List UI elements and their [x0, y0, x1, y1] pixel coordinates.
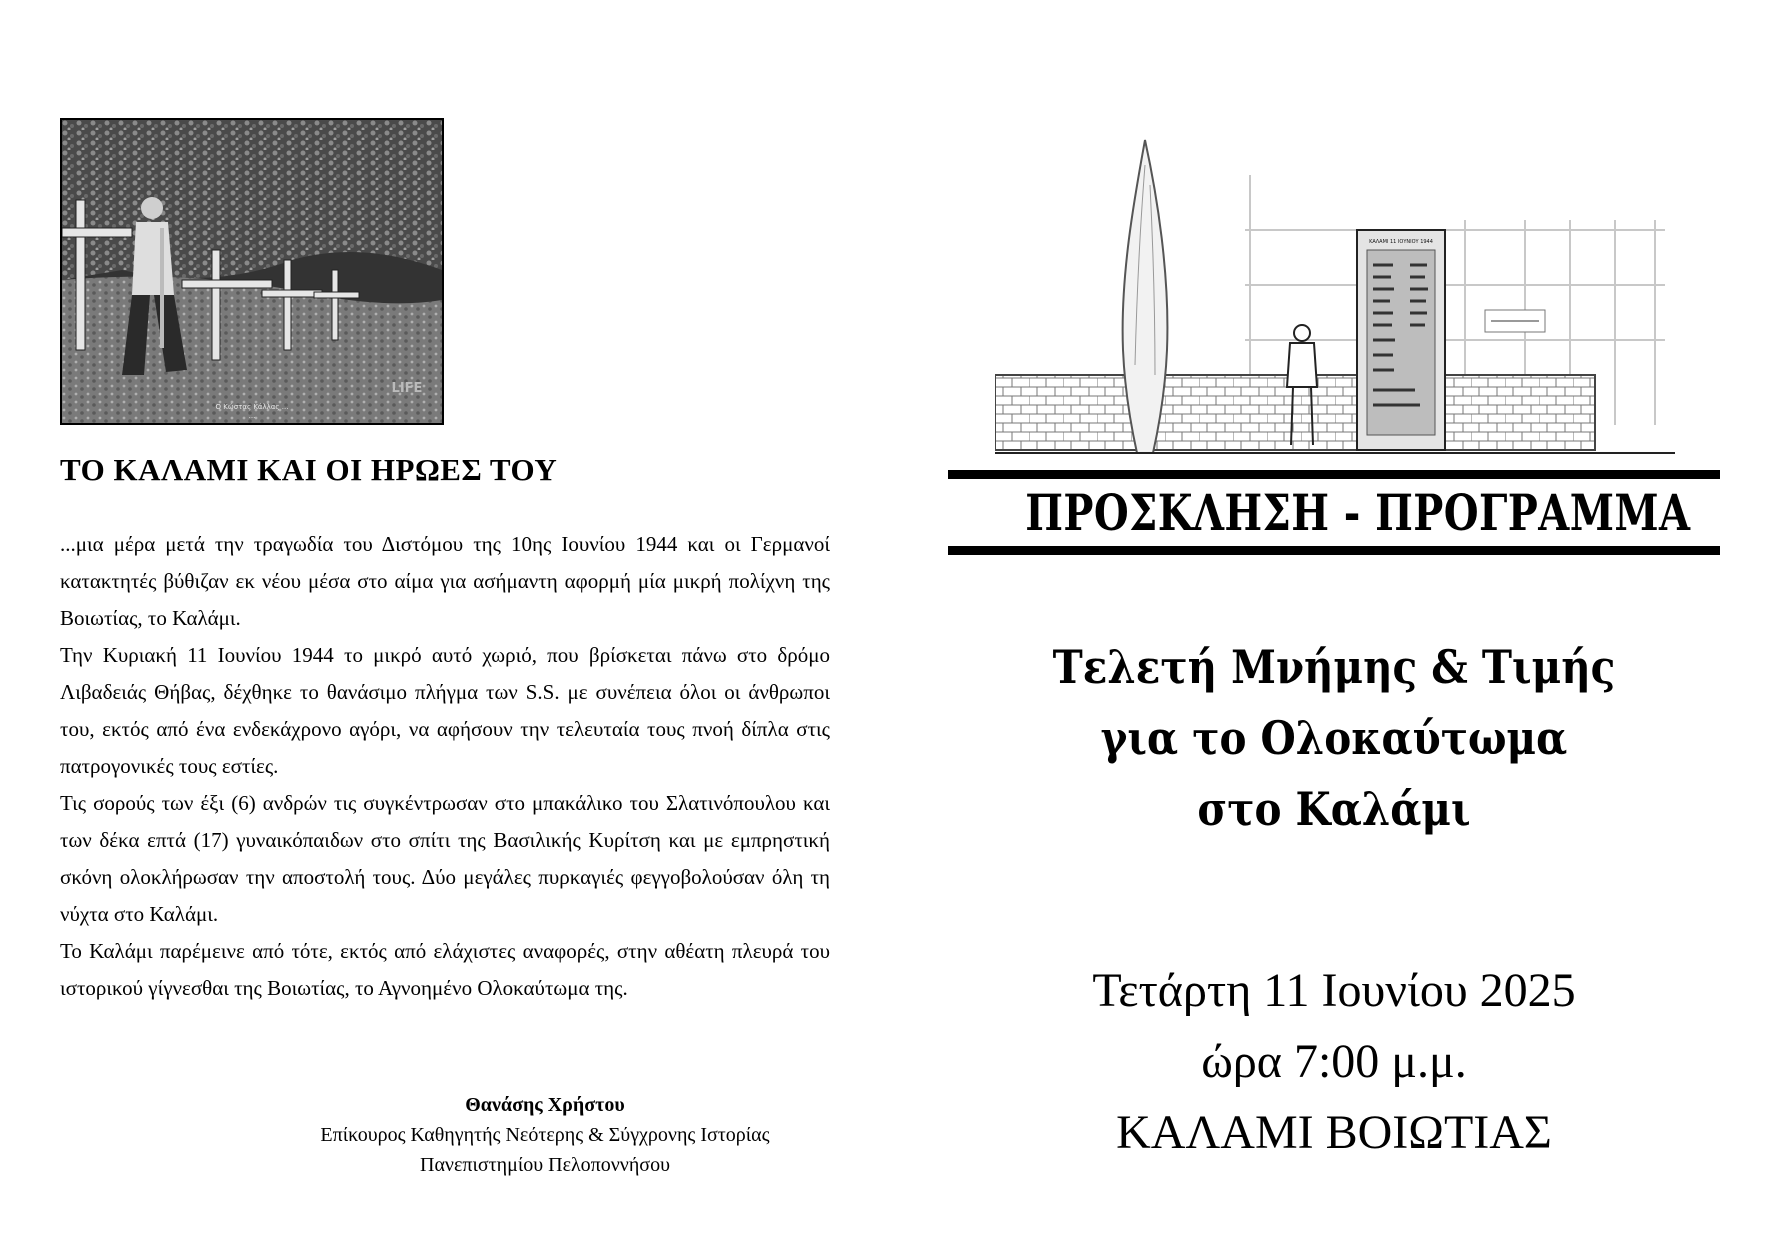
- event-date: Τετάρτη 11 Ιουνίου 2025: [1092, 964, 1576, 1017]
- article-paragraph: ...μια μέρα μετά την τραγωδία του Διστόμου της 10ης Ιουνίου 1944 και οι Γερμανοί κατακτητές βύθιζαν εκ νέου μέσα στο αίμα για ασήμαντη αφορμή μία μικρή πολίχνη της Βοιωτίας, το Καλάμι.: [60, 532, 830, 630]
- title-rule-top: [948, 470, 1720, 479]
- photo-illustration: [62, 120, 442, 423]
- event-time: ώρα 7:00 μ.μ.: [1201, 1035, 1467, 1088]
- invitation-title: ΠΡΟΣΚΛΗΣΗ - ΠΡΟΓΡΑΜΜΑ: [1025, 483, 1691, 542]
- author-block: [260, 1090, 830, 1180]
- monument-drawing: [995, 135, 1675, 465]
- article-paragraph: Το Καλάμι παρέμεινε από τότε, εκτός από ελάχιστες αναφορές, στην αθέατη πλευρά του ιστορικού γίγνεσθαι της Βοιωτίας, το Αγνοημένο Ολοκαύτωμα της.: [60, 939, 830, 1000]
- author-name: Θανάσης Χρήστου: [465, 1094, 625, 1116]
- article-paragraph: Τις σορούς των έξι (6) ανδρών τις συγκέντρωσαν στο μπακάλικο του Σλατινόπουλου και των δέκα επτά (17) γυναικόπαιδων στο σπίτι της Βασιλικής Κυρίτση και με εμπρηστική σκόνη ολοκλήρωσαν την αποστολή τους. Δύο μεγάλες πυρκαγιές φεγγοβολούσαν όλη τη νύχτα στο Καλάμι.: [60, 791, 830, 926]
- article-heading: ΤΟ ΚΑΛΑΜΙ ΚΑΙ ΟΙ ΗΡΩΕΣ ΤΟΥ: [60, 452, 558, 487]
- title-rule-bottom: [948, 546, 1720, 555]
- ceremony-line: για το Ολοκαύτωμα: [1100, 711, 1568, 765]
- article-paragraph: Την Κυριακή 11 Ιουνίου 1944 το μικρό αυτό χωριό, που βρίσκεται πάνω στο δρόμο Λιβαδειάς Θήβας, δέχθηκε το θανάσιμο πλήγμα των S.S. με συνέπεια όλοι οι άνθρωποι του, εκτός από ένα ενδεκάχρονο αγόρι, να αφήσουν την τελευταία τους πνοή δίπλα στις πατρογονικές τους εστίες.: [60, 643, 830, 778]
- photo-caption-line-1: Ο Κώστας Κάλλας ...: [215, 403, 289, 411]
- author-title: Επίκουρος Καθηγητής Νεότερης & Σύγχρονης Ιστορίας: [320, 1124, 770, 1146]
- event-details: [948, 955, 1720, 1168]
- plaque-heading: ΚΑΛΑΜΙ 11 ΙΟΥΝΙΟΥ 1944: [1369, 239, 1433, 245]
- article-body: [60, 526, 830, 1007]
- ceremony-title: [948, 632, 1720, 845]
- photo-caption-line-2: ...: [248, 412, 256, 420]
- ceremony-line: στο Καλάμι: [1197, 782, 1471, 836]
- photo-caption: [62, 403, 442, 421]
- ceremony-line: Τελετή Μνήμης & Τιμής: [1052, 640, 1616, 694]
- photo-watermark: LIFE: [391, 381, 423, 396]
- event-place: ΚΑΛΑΜΙ ΒΟΙΩΤΙΑΣ: [1116, 1106, 1552, 1159]
- historical-photo: [60, 118, 444, 425]
- author-affiliation: Πανεπιστημίου Πελοποννήσου: [420, 1154, 670, 1176]
